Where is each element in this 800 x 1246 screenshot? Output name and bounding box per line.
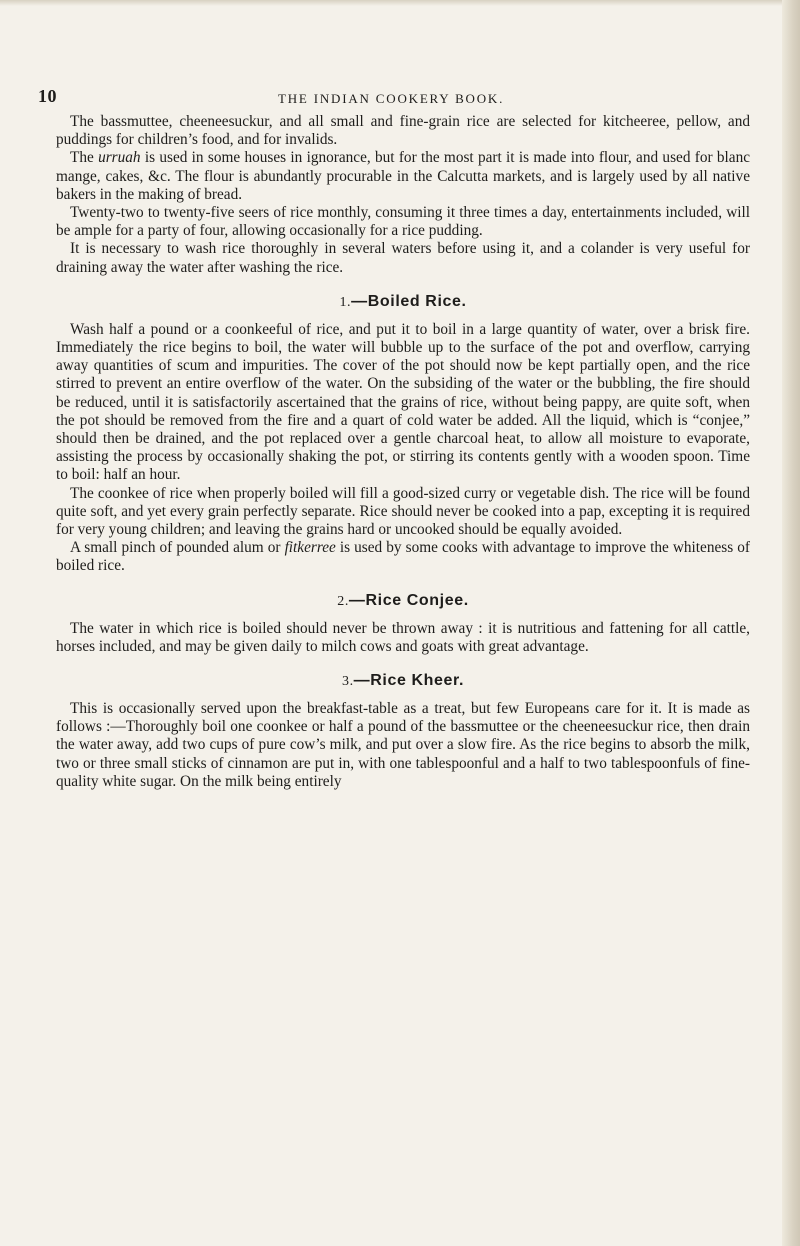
rice-conjee-paragraph: The water in which rice is boiled should never be thrown away : it is nutritious and fattening for all cattle, horses included, and may be given daily to milch cows and goats with great advantage. xyxy=(56,619,750,655)
recipe-title: —Boiled Rice. xyxy=(351,292,467,310)
intro-paragraph-1: The bassmuttee, cheeneesuckur, and all small and fine-grain rice are selected for kitcheeree, pellow, and puddings for children’s food, and for invalids. xyxy=(56,113,750,149)
boiled-rice-paragraph-1: Wash half a pound or a coonkeeful of rice, and put it to boil in a large quantity of water, over a brisk fire. Immediately the rice begins to boil, the water will bubble up to the surface of the pot and overflow, carrying away quantities of scum and impurities. The cover of the pot should now be kept partially open, and the rice stirred to prevent an entire overflow of the water. On the subsiding of the water or the bubbling, the fire should be reduced, until it is satisfactorily ascertained that the grains of rice, without being pappy, are quite soft, when the pot should be removed from the fire and a quart of cold water be added. All the liquid, which is “conjee,” should then be drained, and the pot replaced over a gentle charcoal heat, to allow all moisture to evaporate, assisting the process by occasionally shaking the pot, or stirring its contents gently with a wooden spoon. Time to boil: half an hour. xyxy=(56,320,750,484)
intro-p2-pre: The xyxy=(70,149,99,167)
boiled-rice-paragraph-2: The coonkee of rice when properly boiled will fill a good-sized curry or vegetable dish. The rice will be found quite soft, and yet every grain perfectly separate. Rice should never be cooked into a pap, excepting it is required for very young children; and leaving the grains hard or uncooked should be equally avoided. xyxy=(56,484,750,539)
intro-paragraph-4: It is necessary to wash rice thoroughly in several waters before using it, and a colander is very useful for draining away the water after washing the rice. xyxy=(56,240,750,276)
urruah-term: urruah xyxy=(98,149,141,167)
page-number: 10 xyxy=(38,86,57,106)
page-body xyxy=(56,113,750,791)
intro-paragraph-3: Twenty-two to twenty-five seers of rice monthly, consuming it three times a day, entertainments included, will be ample for a party of four, allowing occasionally for a rice pudding. xyxy=(56,204,750,240)
recipe-number: 3. xyxy=(341,674,354,690)
rice-kheer-paragraph: This is occasionally served upon the breakfast-table as a treat, but few Europeans care for it. It is made as follows :—Thoroughly boil one coonkee or half a pound of the bassmuttee or the cheeneesuckur rice, then drain the water away, add two cups of pure cow’s milk, and put over a slow fire. As the rice begins to absorb the milk, two or three small sticks of cinnamon are put in, with one tablespoonful and a half to two tablespoonfuls of fine-quality white sugar. On the milk being entirely xyxy=(56,700,750,790)
intro-paragraph-2 xyxy=(56,149,750,204)
intro-p2-post: is used in some houses in ignorance, but for the most part it is made into flour, and used for blanc mange, cakes, &c. The flour is abundantly procurable in the Calcutta markets, and is largely used by all native bakers in the making of bread. xyxy=(56,149,751,203)
recipe-heading-boiled-rice xyxy=(56,293,750,311)
boiled-rice-paragraph-3 xyxy=(56,539,750,575)
recipe-title: —Rice Conjee. xyxy=(348,591,469,609)
book-title: THE INDIAN COOKERY BOOK. xyxy=(278,91,505,106)
recipe-heading-rice-conjee xyxy=(56,592,750,610)
recipe-title: —Rice Kheer. xyxy=(353,672,465,690)
alum-pre: A small pinch of pounded alum or xyxy=(70,539,285,557)
page-top-edge xyxy=(0,0,800,6)
recipe-number: 1. xyxy=(339,294,352,310)
page-right-edge xyxy=(782,0,800,1246)
recipe-number: 2. xyxy=(337,593,349,609)
fitkerree-term: fitkerree xyxy=(284,539,336,557)
alum-post: is used by some cooks with advantage to improve the whiteness of boiled rice. xyxy=(56,539,750,575)
recipe-heading-rice-kheer xyxy=(56,672,750,690)
running-head xyxy=(38,86,738,108)
